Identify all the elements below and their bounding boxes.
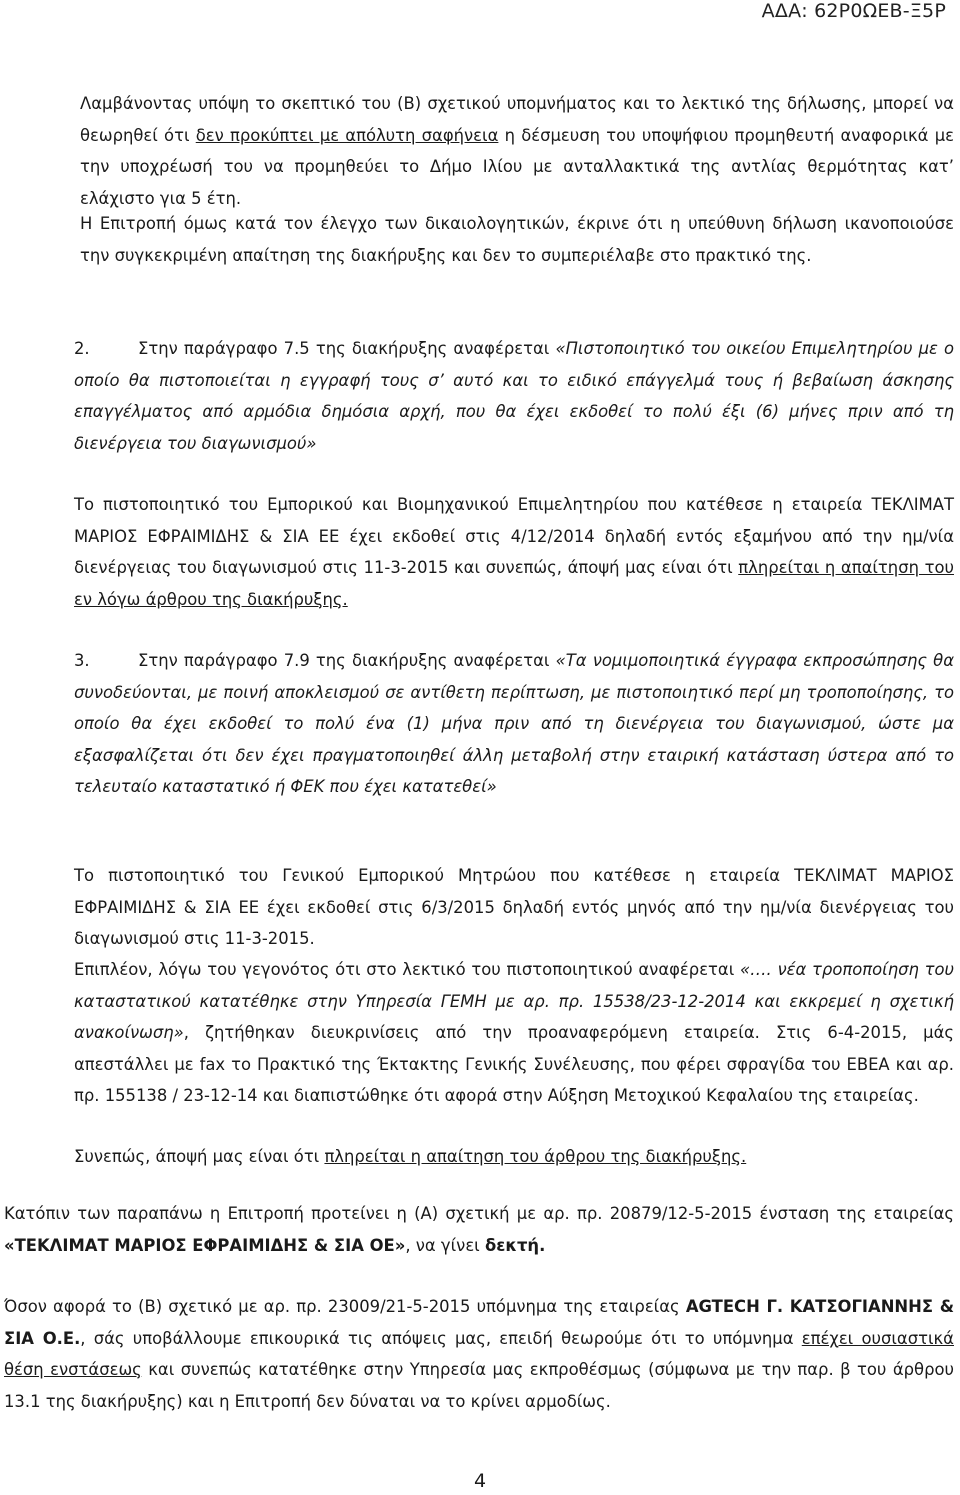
underlined-phrase: δεν προκύπτει με απόλυτη σαφήνεια	[195, 125, 499, 145]
paragraph-clarifications: Επιπλέον, λόγω του γεγονότος ότι στο λεκτικό του πιστοποιητικού αναφέρεται «…. νέα τροποποίηση του καταστατικού κατατέθηκε στην Υπηρεσία ΓΕΜΗ με αρ. πρ. 15538/23-12-2014 και εκκρεμεί η σχετική ανακοίνωση», ζητήθηκαν διευκρινίσεις από την προαναφερόμενη εταιρεία. Στις 6-4-2015, μάς απεστάλλει με fax το Πρακτικό της Έκτακτης Γενικής Συνέλευσης, που φέρει σφραγίδα του ΕΒΕΑ και αρ. πρ. 155138 / 23-12-14 και διαπιστώθηκε ότι αφορά στην Αύξηση Μετοχικού Κεφαλαίου της εταιρείας.	[74, 960, 954, 1105]
paragraph-memorandum: Όσον αφορά το (Β) σχετικό με αρ. πρ. 23009/21-5-2015 υπόμνημα της εταιρείας AGTECH Γ. ΚΑΤΣΟΓΙΑΝΝΗΣ & ΣΙΑ Ο.Ε., σάς υποβάλλουμε επικουρικά τις απόψεις μας, επειδή θεωρούμε ότι το υπόμνημα επέχει ουσιαστικά θέση ενστάσεως και συνεπώς κατατέθηκε στην Υπηρεσία μας εκπροθέσμως (σύμφωνα με την παρ. β του άρθρου 13.1 της διακήρυξης) και η Επιτροπή δεν δύναται να το κρίνει αρμοδίως.	[4, 1297, 954, 1411]
underlined-conclusion: πληρείται η απαίτηση του εν λόγω άρθρου της διακήρυξης.	[74, 558, 954, 609]
paragraph-committee: Η Επιτροπή όμως κατά τον έλεγχο των δικαιολογητικών, έκρινε ότι η υπεύθυνη δήλωση ικανοποιούσε την συγκεκριμένη απαίτηση της διακήρυξης και δεν το συμπεριέλαβε στο πρακτικό της.	[80, 214, 954, 265]
underlined-phrase: επέχει ουσιαστικά θέση ενστάσεως	[4, 1328, 954, 1379]
company-name: AGTECH Γ. ΚΑΤΣΟΓΙΑΝΝΗΣ & ΣΙΑ Ο.Ε.	[4, 1297, 954, 1348]
quote-7-5: «Πιστοποιητικό του οικείου Επιμελητηρίου με ο οποίο θα πιστοποιείται η εγγραφή τους σ’ αυτό και το ειδικό επάγγελμά τους ή βεβαίωση άσκησης επαγγέλματος από αρμόδια δημόσια αρχή, που θα έχει εκδοθεί το πολύ έξι (6) μήνες πριν από τη διενέργεια του διαγωνισμού»	[74, 339, 955, 453]
quote-7-9: «Τα νομιμοποιητικά έγγραφα εκπροσώπησης θα συνοδεύονται, με ποινή αποκλεισμού σε αντίθετη περίπτωση, με πιστοποιητικό περί μη τροποποίησης, το οποίο θα έχει εκδοθεί το πολύ ένα (1) μήνα πριν από τη διενέργεια του διαγωνισμού, ώστε μα εξασφαλίζεται ότι δεν έχει πραγματοποιηθεί άλλη μεταβολή στην εταιρική κατάσταση ύστερα από το τελευταίο καταστατικό ή ΦΕΚ που έχει κατατεθεί»	[74, 651, 955, 796]
paragraph-sketch: Λαμβάνοντας υπόψη το σκεπτικό του (Β) σχετικού υπομνήματος και το λεκτικό της δήλωσης, μπορεί να θεωρηθεί ότι δεν προκύπτει με απόλυτη σαφήνεια η δέσμευση του υποψήφιου προμηθευτή αναφορικά με την υποχρέωσή του να προμηθεύει το Δήμο Ιλίου με ανταλλακτικά της αντλίας θερμότητας κατ’ ελάχιστο για 5 έτη.	[80, 94, 954, 208]
list-item-3: 3. Στην παράγραφο 7.9 της διακήρυξης αναφέρεται «Τα νομιμοποιητικά έγγραφα εκπροσώπησης θα συνοδεύονται, με ποινή αποκλεισμού σε αντίθετη περίπτωση, με πιστοποιητικό περί μη τροποποίησης, το οποίο θα έχει εκδοθεί το πολύ ένα (1) μήνα πριν από τη διενέργεια του διαγωνισμού, ώστε μα εξασφαλίζεται ότι δεν έχει πραγματοποιηθεί άλλη μεταβολή στην εταιρική κατάσταση ύστερα από το τελευταίο καταστατικό ή ΦΕΚ που έχει κατατεθεί»	[74, 645, 954, 803]
list-item-2: 2. Στην παράγραφο 7.5 της διακήρυξης αναφέρεται «Πιστοποιητικό του οικείου Επιμελητηρίου με ο οποίο θα πιστοποιείται η εγγραφή τους σ’ αυτό και το ειδικό επάγγελμά τους ή βεβαίωση άσκησης επαγγέλματος από αρμόδια δημόσια αρχή, που θα έχει εκδοθεί το πολύ έξι (6) μήνες πριν από τη διενέργεια του διαγωνισμού»	[74, 333, 954, 459]
paragraph-gemi-certificate: Το πιστοποιητικό του Γενικού Εμπορικού Μητρώου που κατέθεσε η εταιρεία ΤΕΚΛΙΜΑΤ ΜΑΡΙΟΣ ΕΦΡΑΙΜΙΔΗΣ & ΣΙΑ ΕΕ έχει εκδοθεί στις 6/3/2015 δηλαδή εντός μηνός από την ημ/νία διενέργειας του διαγωνισμού στις 11-3-2015.	[74, 866, 954, 948]
page-number: 4	[473, 1470, 487, 1492]
company-name: «ΤΕΚΛΙΜΑΤ ΜΑΡΙΟΣ ΕΦΡΑΙΜΙΔΗΣ & ΣΙΑ ΟΕ»	[4, 1235, 406, 1255]
decision-word: δεκτή.	[484, 1235, 546, 1255]
quote-certificate: «…. νέα τροποποίηση του καταστατικού κατατέθηκε στην Υπηρεσία ΓΕΜΗ με αρ. πρ. 15538/23-12-2014 και εκκρεμεί η σχετική ανακοίνωση»	[74, 960, 954, 1042]
paragraph-chamber-certificate: Το πιστοποιητικό του Εμπορικού και Βιομηχανικού Επιμελητηρίου που κατέθεσε η εταιρεία ΤΕΚΛΙΜΑΤ ΜΑΡΙΟΣ ΕΦΡΑΙΜΙΔΗΣ & ΣΙΑ ΕΕ έχει εκδοθεί στις 4/12/2014 δηλαδή εντός εξαμήνου από την ημ/νία διενέργειας του διαγωνισμού στις 11-3-2015 και συνεπώς, άποψή μας είναι ότι πληρείται η απαίτηση του εν λόγω άρθρου της διακήρυξης.	[74, 495, 954, 609]
item-number: 3.	[74, 651, 90, 670]
paragraph-proposal: Κατόπιν των παραπάνω η Επιτροπή προτείνει η (Α) σχετική με αρ. πρ. 20879/12-5-2015 ένσταση της εταιρείας «ΤΕΚΛΙΜΑΤ ΜΑΡΙΟΣ ΕΦΡΑΙΜΙΔΗΣ & ΣΙΑ ΟΕ», να γίνει δεκτή.	[4, 1204, 954, 1255]
underlined-conclusion: πληρείται η απαίτηση του άρθρου της διακήρυξης.	[324, 1147, 747, 1166]
item-number: 2.	[74, 339, 90, 358]
ada-header: ΑΔΑ: 62Ρ0ΩΕΒ-Ξ5Ρ	[761, 0, 946, 22]
paragraph-conclusion: Συνεπώς, άποψή μας είναι ότι πληρείται η απαίτηση του άρθρου της διακήρυξης.	[74, 1147, 747, 1166]
